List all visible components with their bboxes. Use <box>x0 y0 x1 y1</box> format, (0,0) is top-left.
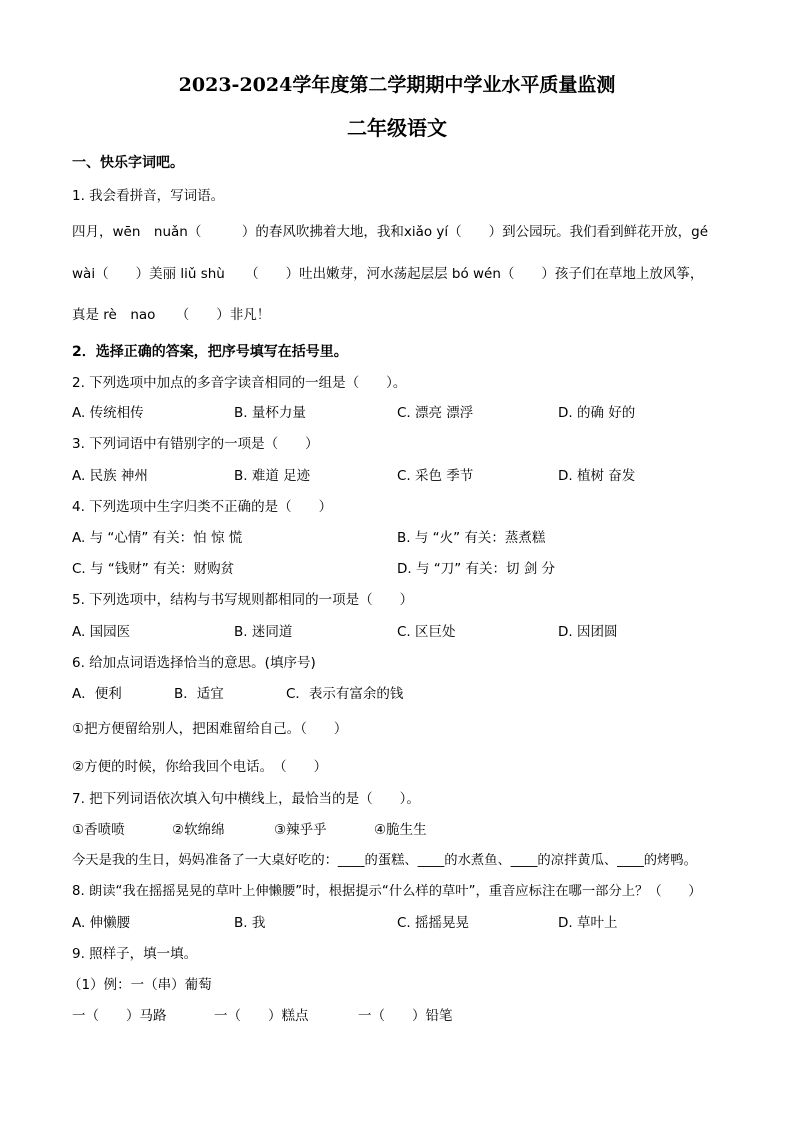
q9-blank-3: 一（ ）铅笔 <box>358 1008 453 1024</box>
q3-option-c: C. 采色 季节 <box>397 468 474 484</box>
q8-option-b: B. 我 <box>234 915 266 931</box>
q1-line1: 四月，wēn nuǎn（ ）的春风吹拂着大地，我和xiǎo yí（ ）到公园玩。我们看到鲜花开放，gé <box>72 224 709 240</box>
q4-option-d: D. 与 “刀” 有关：切 剑 分 <box>397 561 556 577</box>
q4-stem: 4. 下列选项中生字归类不正确的是（ ） <box>72 499 333 515</box>
q2-option-a: A. 传统相传 <box>72 405 144 421</box>
q3-option-d: D. 植树 奋发 <box>558 468 636 484</box>
q9-stem: 9. 照样子，填一填。 <box>72 946 198 962</box>
page-subtitle: 二年级语文 <box>347 116 447 140</box>
q7-stem: 7. 把下列词语依次填入句中横线上，最恰当的是（ ）。 <box>72 791 420 807</box>
q6-option-c: C．表示有富余的钱 <box>286 686 404 702</box>
q4-option-c: C. 与 “钱财” 有关：财购贫 <box>72 561 235 577</box>
q2-option-b: B. 量杯力量 <box>234 405 306 421</box>
q8-option-a: A. 伸懒腰 <box>72 915 131 931</box>
q1-line2: wài（ ）美丽 liǔ shù （ ）吐出嫩芽，河水荡起层层 bó wén（ ）孩子们在草地上放风筝， <box>72 266 704 282</box>
q7-word-4: ④脆生生 <box>374 822 427 838</box>
q5-option-a: A. 国园医 <box>72 624 131 640</box>
section1-heading: 一、快乐字词吧。 <box>72 155 184 171</box>
q3-option-b: B. 难道 足迹 <box>234 468 311 484</box>
q3-option-a: A. 民族 神州 <box>72 468 148 484</box>
q6-option-a: A．便利 <box>72 686 122 702</box>
q7-word-3: ③辣乎乎 <box>274 822 327 838</box>
q2-stem: 2. 下列选项中加点的多音字读音相同的一组是（ ）。 <box>72 375 407 391</box>
q5-option-d: D. 因团圆 <box>558 624 618 640</box>
q6-option-b: B．适宜 <box>174 686 224 702</box>
q4-option-b: B. 与 “火” 有关：蒸煮糕 <box>397 530 546 546</box>
q7-word-1: ①香喷喷 <box>72 822 125 838</box>
q6-sentence-2: ②方便的时候，你给我回个电话。 （ ） <box>72 759 328 775</box>
q3-stem: 3. 下列词语中有错别字的一项是（ ） <box>72 436 319 452</box>
page-title: 2023-2024学年度第二学期期中学业水平质量监测 <box>178 74 616 96</box>
q7-sentence: 今天是我的生日，妈妈准备了一大桌好吃的：____的蛋糕、____的水煮鱼、____的凉拌黄瓜、____的烤鸭。 <box>72 853 697 868</box>
q2-option-c: C. 漂亮 漂浮 <box>397 405 474 421</box>
q9-blank-2: 一（ ）糕点 <box>214 1008 309 1024</box>
q9-example: （1）例：一（串）葡萄 <box>68 977 212 993</box>
q8-stem: 8. 朗读“我在摇摇晃晃的草叶上伸懒腰”时，根据提示“什么样的草叶”，重音应标注在哪一部分上？（ ） <box>72 884 702 899</box>
section2-heading: 2．选择正确的答案，把序号填写在括号里。 <box>72 344 348 360</box>
q5-stem: 5. 下列选项中，结构与书写规则都相同的一项是（ ） <box>72 592 414 608</box>
q6-stem: 6. 给加点词语选择恰当的意思。(填序号) <box>72 655 316 671</box>
q8-option-c: C. 摇摇晃晃 <box>397 915 470 931</box>
q1-line3: 真是 rè nao （ ）非凡！ <box>72 307 271 323</box>
q5-option-c: C. 区巨处 <box>397 624 456 640</box>
q6-sentence-1: ①把方便留给别人，把困难留给自己。（ ） <box>72 721 348 737</box>
q7-word-2: ②软绵绵 <box>172 822 225 838</box>
q4-option-a: A. 与 “心情” 有关：怕 惊 慌 <box>72 530 243 546</box>
q5-option-b: B. 迷同道 <box>234 624 293 640</box>
q1-stem: 1. 我会看拼音，写词语。 <box>72 188 225 204</box>
q2-option-d: D. 的确 好的 <box>558 405 636 421</box>
q9-blank-1: 一（ ）马路 <box>72 1008 167 1024</box>
q8-option-d: D. 草叶上 <box>558 915 618 931</box>
